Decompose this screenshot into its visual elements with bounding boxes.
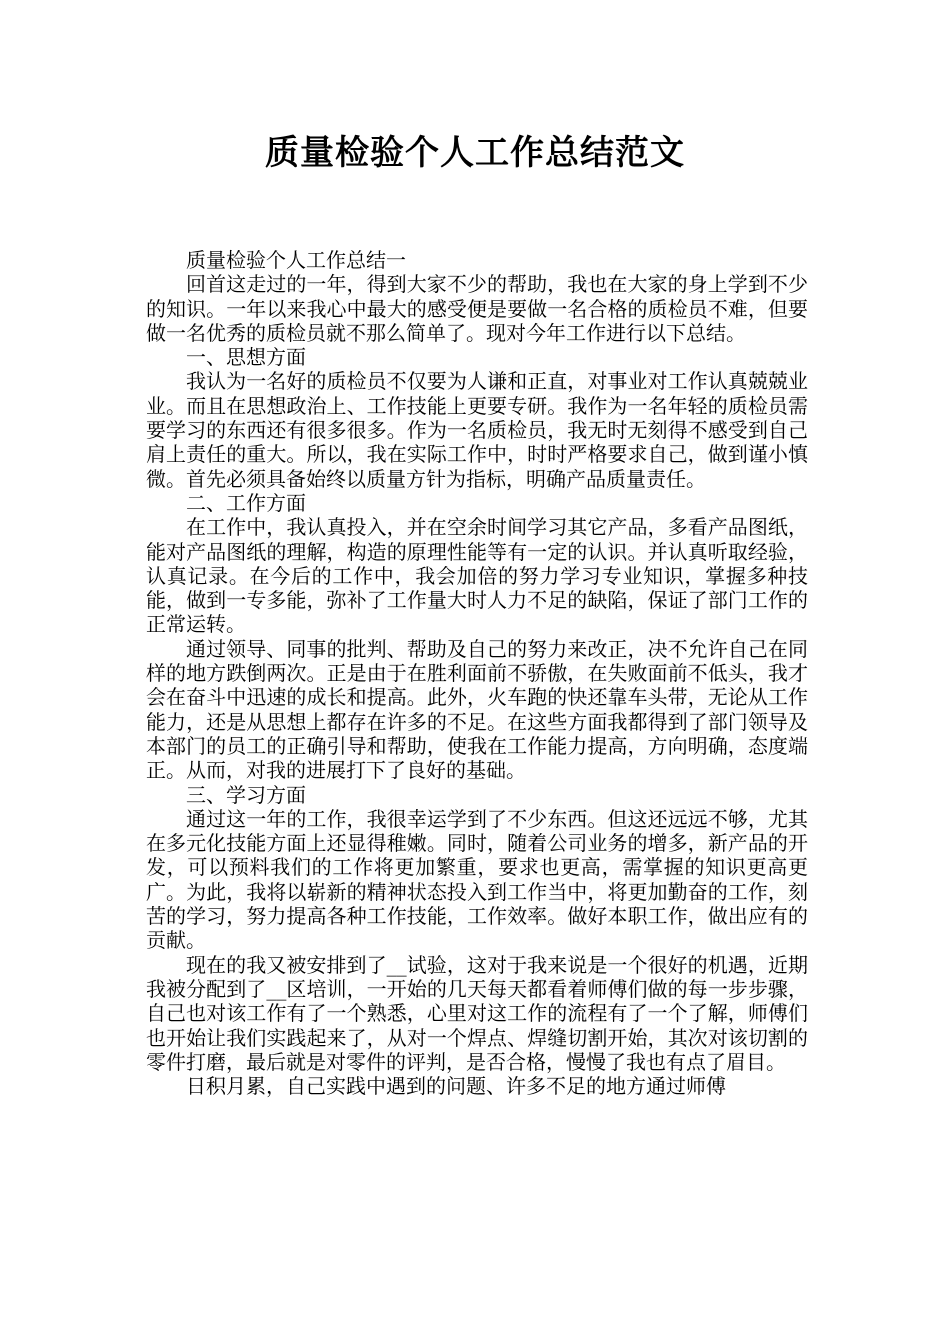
paragraph: 现在的我又被安排到了__试验，这对于我来说是一个很好的机遇，近期我被分配到了__区培训，一开始的几天每天都看着师傅们做的每一步步骤，自己也对该工作有了一个熟悉，心里对这工作的流程有了一个了解，师傅们也开始让我们实践起来了，从对一个焊点、焊缝切割开始，其次对该切割的零件打磨，最后就是对零件的评判，是否合格，慢慢了我也有点了眉目。 <box>146 952 808 1074</box>
section-heading: 三、学习方面 <box>186 782 306 807</box>
document-body <box>146 248 808 1098</box>
section-heading: 二、工作方面 <box>186 490 306 515</box>
document-title: 质量检验个人工作总结范文 <box>265 133 685 173</box>
section-heading: 质量检验个人工作总结一 <box>186 248 406 272</box>
section-heading: 一、思想方面 <box>186 345 306 370</box>
paragraph: 通过这一年的工作，我很幸运学到了不少东西。但这还远远不够，尤其在多元化技能方面上还显得稚嫩。同时，随着公司业务的增多，新产品的开发，可以预料我们的工作将更加繁重，要求也更高，需掌握的知识更高更广。为此，我将以崭新的精神状态投入到工作当中，将更加勤奋的工作，刻苦的学习，努力提高各种工作技能，工作效率。做好本职工作，做出应有的贡献。 <box>146 806 808 953</box>
paragraph: 我认为一名好的质检员不仅要为人谦和正直，对事业对工作认真兢兢业业。而且在思想政治上、工作技能上更要专研。我作为一名年轻的质检员需要学习的东西还有很多很多。作为一名质检员，我无时无刻得不感受到自己肩上责任的重大。所以，我在实际工作中，时时严格要求自己，做到谨小慎微。首先必须具备始终以质量方针为指标，明确产品质量责任。 <box>146 369 808 491</box>
paragraph: 通过领导、同事的批判、帮助及自己的努力来改正，决不允许自己在同样的地方跌倒两次。正是由于在胜利面前不骄傲，在失败面前不低头，我才会在奋斗中迅速的成长和提高。此外，火车跑的快还靠车头带，无论从工作能力，还是从思想上都存在许多的不足。在这些方面我都得到了部门领导及本部门的员工的正确引导和帮助，使我在工作能力提高，方向明确，态度端正。从而，对我的进展打下了良好的基础。 <box>146 636 808 783</box>
paragraph: 回首这走过的一年，得到大家不少的帮助，我也在大家的身上学到不少的知识。一年以来我心中最大的感受便是要做一名合格的质检员不难，但要做一名优秀的质检员就不那么简单了。现对今年工作进行以下总结。 <box>146 272 808 345</box>
paragraph: 日积月累，自己实践中遇到的问题、许多不足的地方通过师傅 <box>186 1074 726 1099</box>
paragraph: 在工作中，我认真投入，并在空余时间学习其它产品，多看产品图纸，能对产品图纸的理解，构造的原理性能等有一定的认识。并认真听取经验，认真记录。在今后的工作中，我会加倍的努力学习专业知识，掌握多种技能，做到一专多能，弥补了工作量大时人力不足的缺陷，保证了部门工作的正常运转。 <box>146 515 808 637</box>
